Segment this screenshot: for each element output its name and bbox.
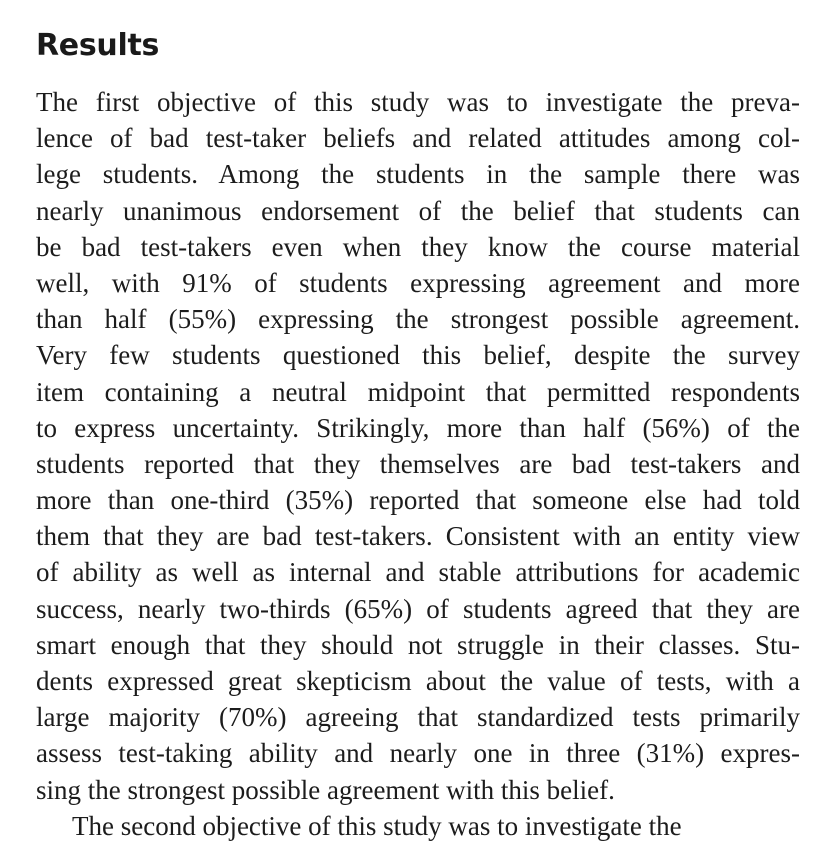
paragraph-line: item containing a neutral midpoint that permitted respondents bbox=[36, 376, 800, 407]
paragraph-line: lege students. Among the students in the sample there was bbox=[36, 159, 800, 190]
paragraph-line: be bad test-takers even when they know the course material bbox=[36, 231, 800, 262]
paragraph-line: of ability as well as internal and stable attributions for academic bbox=[36, 557, 800, 588]
paragraph-line: assess test-taking ability and nearly one in three (31%) expres- bbox=[36, 738, 800, 769]
paragraph-line: success, nearly two-thirds (65%) of students agreed that they are bbox=[36, 593, 800, 624]
section-heading: Results bbox=[36, 28, 160, 63]
next-paragraph-partial-line: The second objective of this study was to investigate the bbox=[72, 810, 682, 841]
paragraph-line: smart enough that they should not struggle in their classes. Stu- bbox=[36, 629, 800, 660]
paragraph-line: nearly unanimous endorsement of the belief that students can bbox=[36, 195, 800, 226]
paragraph-line: The first objective of this study was to investigate the preva- bbox=[36, 87, 800, 117]
paragraph-line: sing the strongest possible agreement with this belief. bbox=[36, 774, 615, 805]
paragraph-line: students reported that they themselves are bad test-takers and bbox=[36, 448, 800, 479]
paragraph-line: large majority (70%) agreeing that standardized tests primarily bbox=[36, 702, 800, 733]
paragraph-line: to express uncertainty. Strikingly, more than half (56%) of the bbox=[36, 412, 800, 443]
results-paragraph bbox=[36, 84, 800, 844]
paragraph-line: well, with 91% of students expressing agreement and more bbox=[36, 267, 800, 298]
paragraph-line: Very few students questioned this belief, despite the survey bbox=[36, 340, 800, 371]
paragraph-line: than half (55%) expressing the strongest possible agreement. bbox=[36, 304, 800, 335]
paragraph-line: more than one-third (35%) reported that someone else had told bbox=[36, 485, 800, 516]
paragraph-line: dents expressed great skepticism about the value of tests, with a bbox=[36, 666, 800, 696]
paragraph-line: them that they are bad test-takers. Consistent with an entity view bbox=[36, 521, 800, 552]
paragraph-line: lence of bad test-taker beliefs and related attitudes among col- bbox=[36, 123, 800, 154]
